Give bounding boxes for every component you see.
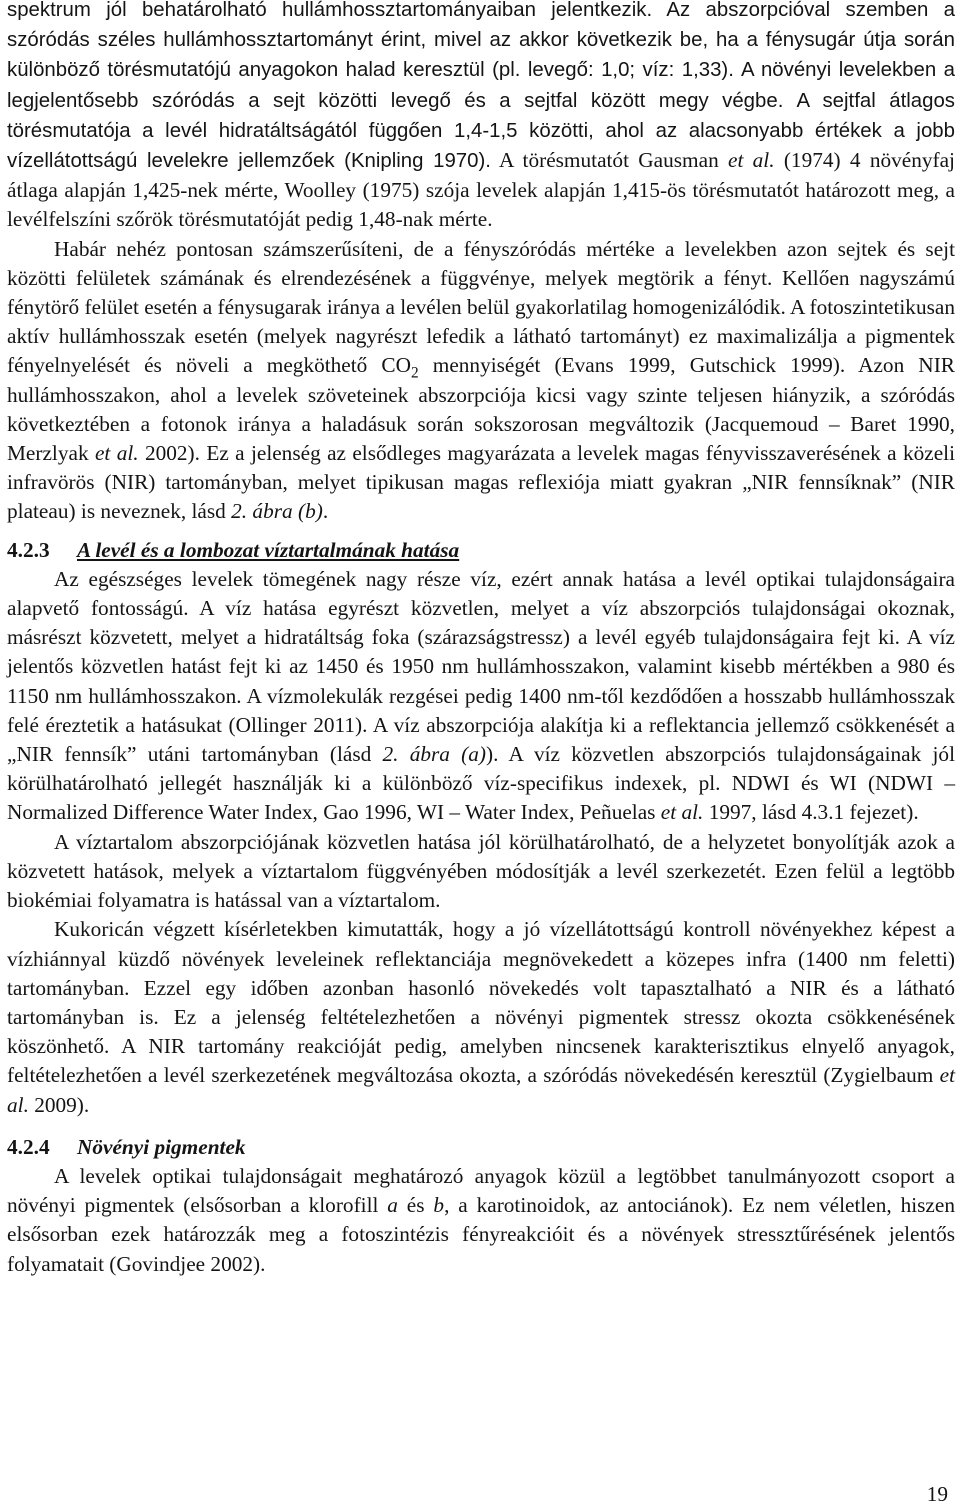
paragraph-pigments: A levelek optikai tulajdonságait meghatározó anyagok közül a legtöbbet tanulmányozott csoport a növényi pigmentek (elsősorban a klorofill a és b, a karotinoidok, az antociánok). Ez nem véletlen, hiszen elsősorban ezek határozzák meg a fotoszintézis fényreakcióit és a növények stressztűrésének jelentős folyamatait (Govindjee 2002). xyxy=(7,1163,955,1276)
section-heading-water-content xyxy=(7,536,955,565)
sentence-cell-wall-index: A sejtfal átlagos törésmutatója a levél hidratáltságától függően 1,4-1,5 közötti, ahol az alacsonyabb értékek a jobb vízellátottságú levelekre jellemzőek (Knipling 1970). xyxy=(7,89,955,173)
section-number: 4.2.3 xyxy=(7,537,50,562)
section-title: Növényi pigmentek xyxy=(77,1134,246,1159)
paragraph-water-effect: Az egészséges levelek tömegének nagy része víz, ezért annak hatása a levél optikai tulajdonságaira alapvető fontosságú. A víz hatása egyrészt közvetlen, melyet a víz abszorpciós tulajdonságai okoznak, másrészt közvetett, melyet a hidratáltság foka (szárazságstressz) a levél egyéb tulajdonságaira fejt ki. A víz jelentős közvetlen hatást fejt ki az 1450 és 1950 nm hullámhosszakon, valamint kisebb mértékben a 980 és 1150 nm hullámhosszakon. A vízmolekulák rezgései pedig 1400 nm-től kezdődően a hosszabb hullámhosszak felé éreztetik a hatásukat (Ollinger 2011). A víz abszorpciója alakítja ki a reflektancia jellemző csökkenését a „NIR fennsík” utáni tartományban (lásd 2. ábra (a)). A víz közvetlen abszorpciós tulajdonságainak jól körülhatárolható jellegét használják ki a különböző víz-specifikus indexek, pl. NDWI és WI (NDWI – Normalized Difference Water Index, Gao 1996, WI – Water Index, Peñuelas et al. 1997, lásd 4.3.1 fejezet). xyxy=(7,566,955,825)
sentence-refraction-intro: spektrum jól behatárolható hullámhossztartományaiban jelentkezik. Az abszorpcióval szemben a szóródás széles hullámhossztartományt érint, mivel az akkor következik be, ha a fénysugár útja során különböző törésmutatójú anyagokon halad keresztül (pl. levegő: 1,0; víz: 1,33). xyxy=(7,0,955,82)
page-number: 19 xyxy=(926,1482,948,1506)
section-title: A levél és a lombozat víztartalmának hatása xyxy=(77,537,460,562)
document-page xyxy=(7,0,955,1279)
paragraph-scattering xyxy=(7,0,955,235)
sentence-gausman: A törésmutatót Gausman et al. (1974) 4 növényfaj átlaga alapján 1,425-nek mérte, Woolley (1975) szója levelek alapján 1,415-ös törésmutatót határozott meg, a levélfelszíni szőrök törésmutatóját pedig 1,48-nak mérte. xyxy=(7,148,955,232)
paragraph-water-indirect: A víztartalom abszorpciójának közvetlen hatása jól körülhatárolható, de a helyzetet bonyolítják azok a közvetett hatások, melyek a víztartalom függvényében módosítják a levél szerkezetét. Ezen felül a legtöbb biokémiai folyamatra is hatással van a víztartalom. xyxy=(7,829,955,913)
section-number: 4.2.4 xyxy=(7,1134,50,1159)
paragraph-maize-experiment: Kukoricán végzett kísérletekben kimutatták, hogy a jó vízellátottságú kontroll növényekhez képest a vízhiánnyal küzdő növények leveleinek reflektanciája megnövekedett a közepes infra (1400 nm feletti) tartományban. Ezzel egy időben azonban hasonló növekedés volt tapasztalható a NIR és a látható tartományban is. Ez a jelenség feltételezhetően a növényi pigmentek stressz okozta csökkenésének köszönhető. A NIR tartomány reakcióját pedig, amelyben nincsenek karakterisztikus elnyelő anyagok, feltételezhetően a levél szerkezetének megváltozása okozta, a szóródás növekedésén keresztül (Zygielbaum et al. 2009). xyxy=(7,917,955,1117)
paragraph-light-scattering: Habár nehéz pontosan számszerűsíteni, de a fényszóródás mértéke a levelekben azon sejtek és sejt közötti felületek számának és elrendezésének a függvénye, melyek megtörik a fényt. Kellően nagyszámú fénytörő felület esetén a fénysugarak iránya a levélen belül gyakorlatilag homogenizálódik. A fotoszintetikusan aktív hullámhosszak esetén (melyek nagyrészt lefedik a látható tartományt) ez maximalizálja a pigmentek fényelnyelését és növeli a megköthető $CO_2$ mennyiségét (Evans 1999, Gutschick 1999). Azon NIR hullámhosszakon, ahol a levelek szöveteinek abszorpciója kicsi vagy szinte teljesen hiányzik, a szóródás következtében a fotonok iránya a haladásuk során sokszorosan megváltozik (Jacquemoud – Baret 1990, Merzlyak et al. 2002). Ez a jelenség az elsődleges magyarázata a levelek magas fényvisszaverésének a közeli infravörös (NIR) tartományban, melyet tipikusan magas reflexiója miatt gyakran „NIR fennsíknak” (NIR plateau) is neveznek, lásd 2. ábra (b). xyxy=(7,236,955,524)
section-heading-pigments xyxy=(7,1133,955,1162)
sentence-leaf-scattering: A növényi levelekben a legjelentősebb szóródás a sejt közötti levegő és a sejtfal között megy végbe. xyxy=(7,59,955,112)
